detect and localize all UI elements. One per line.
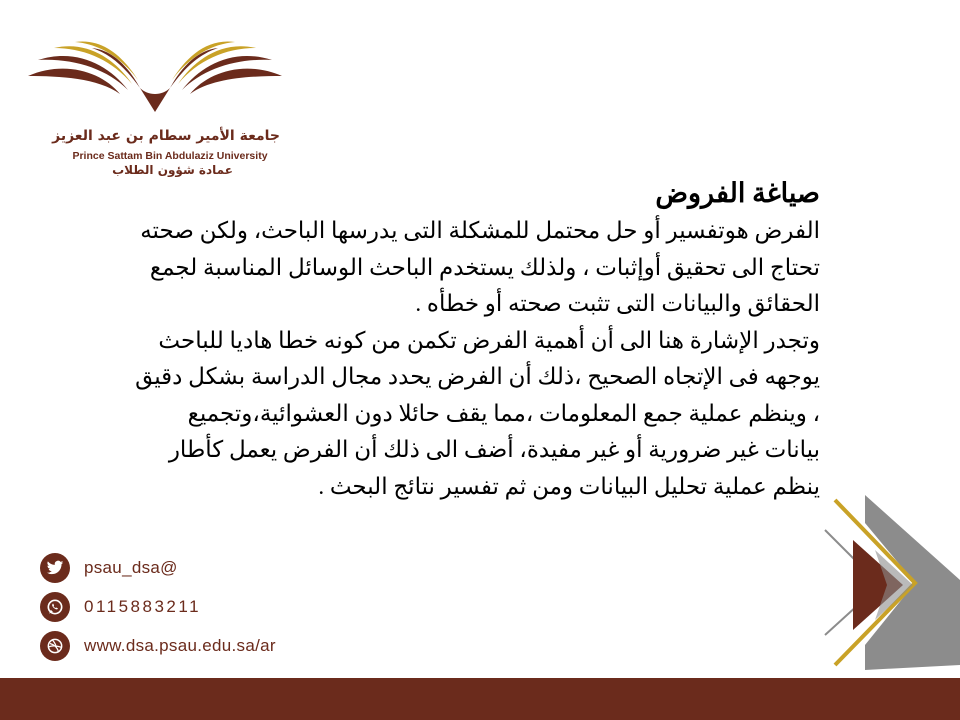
open-book-logo-icon — [20, 20, 290, 130]
body-line: يوجهه فى الإتجاه الصحيح ،ذلك أن الفرض يحدد مجال الدراسة بشكل دقيق — [135, 364, 820, 389]
whatsapp-contact[interactable] — [40, 592, 201, 622]
twitter-bird-icon — [40, 553, 70, 583]
phone-number: 0115883211 — [84, 597, 202, 616]
website-contact[interactable] — [40, 631, 276, 661]
decorative-chevrons — [795, 495, 960, 675]
twitter-handle: psau_dsa@ — [84, 558, 178, 577]
globe-icon — [40, 631, 70, 661]
logo-university-name-ar: جامعة الأمير سطام بن عبد العزيز — [52, 128, 280, 144]
logo-university-name-en: Prince Sattam Bin Abdulaziz University — [72, 150, 268, 162]
twitter-contact[interactable] — [40, 553, 178, 583]
logo-deanship-name-ar: عمادة شؤون الطلاب — [112, 163, 233, 177]
body-line: الفرض هوتفسير أو حل محتمل للمشكلة التى يدرسها الباحث، ولكن صحته — [140, 218, 820, 243]
footer-bar — [0, 678, 960, 720]
body-line: ينظم عملية تحليل البيانات ومن ثم تفسير نتائج البحث . — [318, 473, 820, 499]
slide-title: صياغة الفروض — [655, 178, 820, 208]
website-url: www.dsa.psau.edu.sa/ar — [84, 636, 276, 655]
university-logo — [20, 20, 290, 180]
body-line: الحقائق والبيانات التى تثبت صحته أو خطأه . — [415, 291, 820, 316]
body-line: ، وينظم عملية جمع المعلومات ،مما يقف حائلا دون العشوائية،وتجميع — [187, 400, 820, 426]
body-line: وتجدر الإشارة هنا الى أن أهمية الفرض تكمن من كونه خطا هاديا للباحث — [158, 327, 820, 353]
whatsapp-icon — [40, 592, 70, 622]
body-line: تحتاج الى تحقيق أوإثبات ، ولذلك يستخدم الباحث الوسائل المناسبة لجمع — [149, 254, 820, 280]
slide-content — [95, 175, 820, 505]
body-line: بيانات غير ضرورية أو غير مفيدة، أضف الى ذلك أن الفرض يعمل كأطار — [168, 437, 820, 462]
